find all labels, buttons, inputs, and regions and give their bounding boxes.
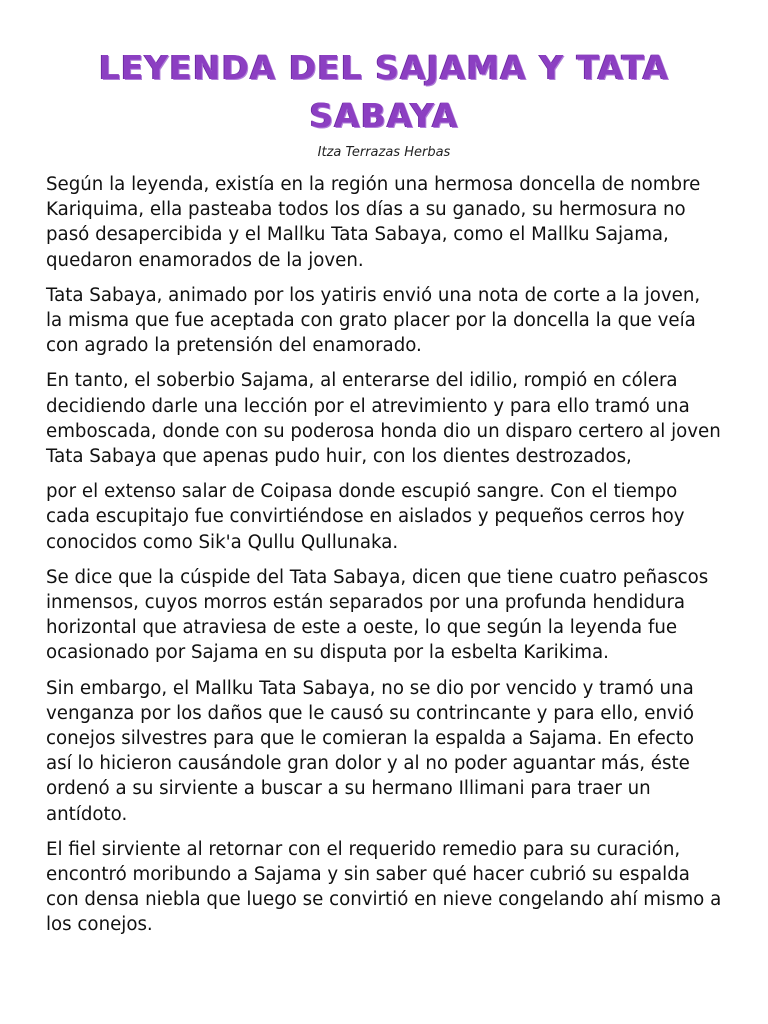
paragraph-7: El fiel sirviente al retornar con el requerido remedio para su curación, encontró moribundo a Sajama y sin saber qué hacer cubrió su espalda con densa niebla que luego se convirtió en nieve congelando ahí mismo a los conejos. xyxy=(46,838,722,936)
document-title: LEYENDA DEL SAJAMA Y TATA SABAYA xyxy=(98,48,670,135)
document-author: Itza Terrazas Herbas xyxy=(317,145,451,160)
paragraph-5: Se dice que la cúspide del Tata Sabaya, dicen que tiene cuatro peñascos inmensos, cuyos morros están separados por una profunda hendidura horizontal que atraviesa de este a oeste, lo que según la leyenda fue ocasionado por Sajama en su disputa por la esbelta Karikima. xyxy=(46,566,709,664)
document-body xyxy=(46,172,722,938)
paragraph-2: Tata Sabaya, animado por los yatiris envió una nota de corte a la joven, la misma que fue aceptada con grato placer por la doncella la que veía con agrado la pretensión del enamorado. xyxy=(46,284,701,357)
paragraph-6: Sin embargo, el Mallku Tata Sabaya, no se dio por vencido y tramó una venganza por los daños que le causó su contrincante y para ello, envió conejos silvestres para que le comieran la espalda a Sajama. En efecto así lo hicieron causándole gran dolor y al no poder aguantar más, éste ordenó a su sirviente a buscar a su hermano Illimani para traer un antídoto. xyxy=(46,677,695,825)
paragraph-1: Según la leyenda, existía en la región una hermosa doncella de nombre Kariquima, ella pasteaba todos los días a su ganado, su hermosura no pasó desapercibida y el Mallku Tata Sabaya, como el Mallku Sajama, quedaron enamorados de la joven. xyxy=(46,174,701,271)
paragraph-3: En tanto, el soberbio Sajama, al enterarse del idilio, rompió en cólera decidiendo darle una lección por el atrevimiento y para ello tramó una emboscada, donde con su poderosa honda dio un disparo certero al joven Tata Sabaya que apenas pudo huir, con los dientes destrozados, xyxy=(46,370,721,468)
paragraph-4: por el extenso salar de Coipasa donde escupió sangre. Con el tiempo cada escupitajo fue convirtiéndose en aislados y pequeños cerros hoy conocidos como Sik'a Qullu Qullunaka. xyxy=(46,481,685,553)
